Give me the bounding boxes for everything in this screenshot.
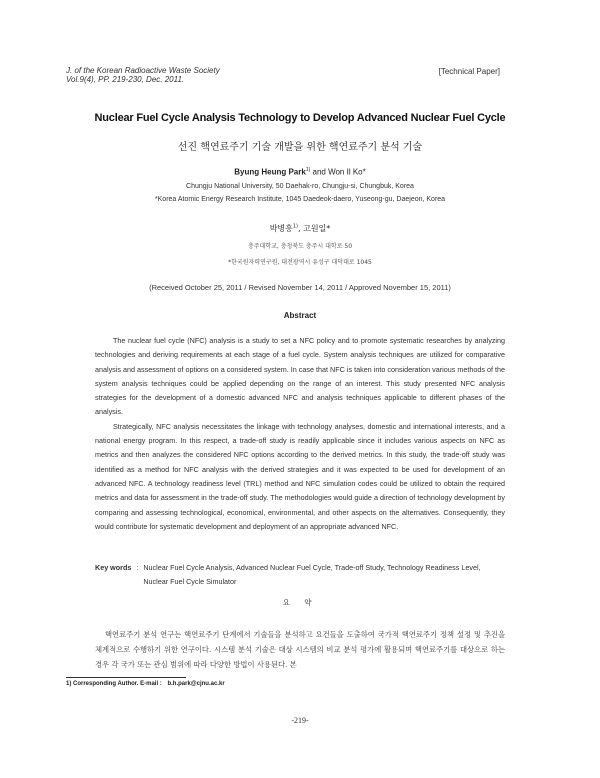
keywords-colon: : (136, 563, 139, 572)
abstract-heading: Abstract (283, 311, 317, 320)
keywords-label: Key words (95, 563, 132, 572)
affiliation-1: Chungju National University, 50 Daehak-ro, Chungju-si, Chungbuk, Korea (186, 182, 414, 190)
corresponding-author-footnote (66, 681, 225, 687)
affiliation-2: *Korea Atomic Energy Research Institute, 1045 Daedeok-daero, Yuseong-gu, Daejeon, Korea (154, 195, 446, 203)
korean-author-block (0, 223, 600, 266)
korean-affiliation-1: 충주대학교, 충청북도 충주시 대학로 50 (247, 243, 353, 250)
footnote-email: b.h.park@cjnu.ac.kr (167, 681, 225, 687)
journal-name: J. of the Korean Radioactive Waste Society (66, 66, 220, 75)
korean-abstract-heading: 요 약 (282, 598, 318, 607)
author-block (0, 167, 600, 203)
author-name-2: Won Il Ko* (328, 167, 366, 177)
paper-title: Nuclear Fuel Cycle Analysis Technology to Develop Advanced Nuclear Fuel Cycle (94, 112, 506, 124)
abstract-body (95, 334, 505, 534)
abstract-paragraph-1: The nuclear fuel cycle (NFC) analysis is a study to set a NFC policy and to promote systematic researches by analyzing technologies and deriving requirements at each stage of a fuel cycle. System analysis techniques are utilized for comparative analysis and assessment of options on a considered system. In case that NFC is taken into consideration various methods of the system analysis techniques could be applied depending on the range of an interest. This study presented NFC analysis strategies for the development of a domestic advanced NFC and analysis techniques applicable to different phases of the analysis. (95, 336, 505, 417)
korean-author-names-rest: , 고원일* (298, 224, 331, 233)
paper-type-label: [Technical Paper] (438, 67, 500, 76)
korean-author-footnote-mark: 1) (292, 223, 299, 230)
korean-affiliation-2: *한국원자력연구원, 대전광역시 유성구 대덕대로 1045 (228, 259, 372, 266)
footnote-divider (66, 677, 186, 678)
author-footnote-mark: 1) (305, 167, 311, 173)
journal-citation (66, 66, 220, 84)
korean-paper-title: 선진 핵연료주기 기술 개발을 위한 핵연료주기 분석 기술 (177, 142, 423, 153)
journal-volume: Vol.9(4), PP. 219-230, Dec. 2011. (66, 75, 185, 84)
author-joiner: and (310, 167, 329, 177)
keywords-section (95, 561, 505, 589)
page-number: -219- (291, 716, 309, 725)
korean-abstract-body (95, 627, 505, 672)
abstract-paragraph-2: Strategically, NFC analysis necessitates the linkage with technology analyses, domestic and international interests, and a national energy program. In this respect, a trade-off study is readily applicable since it includes various aspects on NFC as metrics and then analyzes the considered NFC options according to the derived metrics. In this study, the trade-off study was identified as a method for NFC analysis with the derived strategies and it was expected to be used for development of an advanced NFC. A technology readiness level (TRL) method and NFC simulation codes could be utilized to obtain the required metrics and data for assessment in the trade-off study. The methodologies would guide a direction of technology development by comparing and assessing technological, economical, environmental, and other aspects on the alternatives. Consequently, they would contribute for systematic development and deployment of an appropriate advanced NFC. (95, 421, 505, 531)
author-name-1: Byung Heung Park (234, 167, 306, 177)
korean-author-names: 박병흥 (269, 224, 293, 233)
korean-abstract-paragraph: 핵연료주기 분석 연구는 핵연료주기 단계에서 기술들을 분석하고 요건들을 도출하여 국가적 핵연료주기 정책 설정 및 추진을 체계적으로 수행하기 위한 연구이다. 시스템 분석 기술은 대상 시스템의 비교 분석 평가에 활용되며 핵연료주기를 대상으로 하는 경우 각 국가 또는 관심 범위에 따라 다양한 방법이 사용된다. 본 (95, 630, 505, 669)
keywords-text: Nuclear Fuel Cycle Analysis, Advanced Nuclear Fuel Cycle, Trade-off Study, Technology Readiness Level, Nuclear Fuel Cycle Simulator (143, 563, 481, 586)
footnote-label: 1) Corresponding Author. E-mail : (66, 681, 162, 687)
received-dates: (Received October 25, 2011 / Revised November 14, 2011 / Approved November 15, 2011) (149, 283, 451, 292)
